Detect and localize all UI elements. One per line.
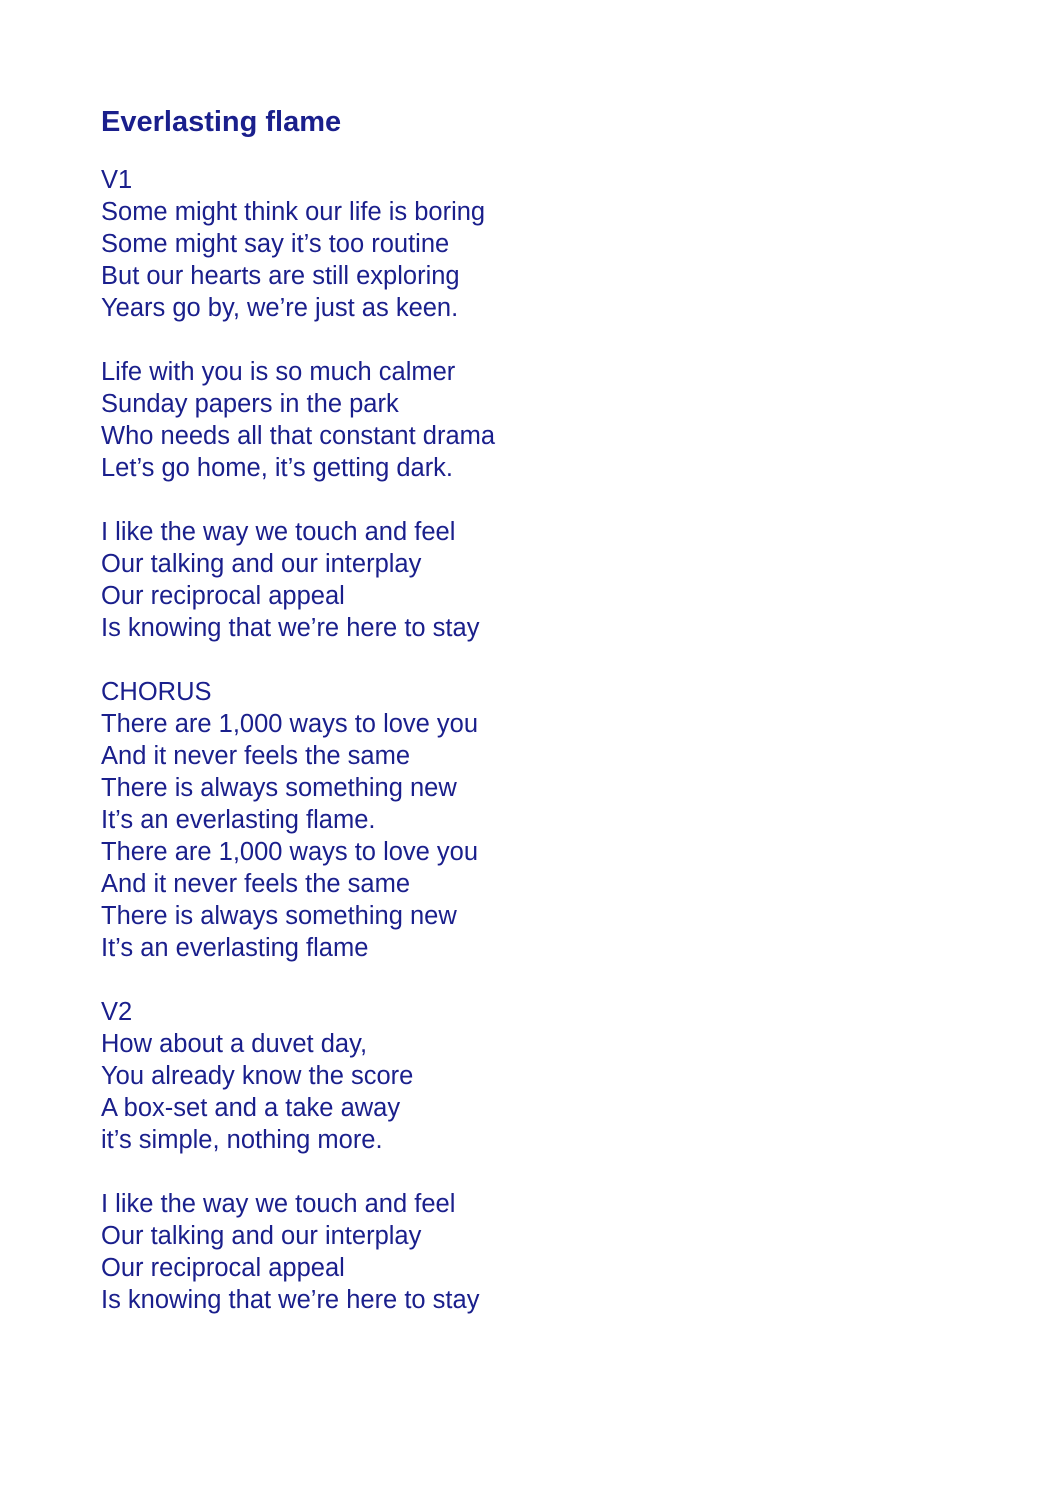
stanza-verse-1 bbox=[101, 164, 495, 324]
lyric-line: There is always something new bbox=[101, 902, 457, 930]
lyric-line: There is always something new bbox=[101, 774, 457, 802]
stanza-bridge-2 bbox=[101, 1188, 495, 1316]
lyric-line: Our reciprocal appeal bbox=[101, 582, 345, 610]
section-label: CHORUS bbox=[101, 678, 212, 706]
lyric-line: Sunday papers in the park bbox=[101, 390, 399, 418]
lyric-line: Is knowing that we’re here to stay bbox=[101, 1286, 480, 1314]
lyric-line: Our talking and our interplay bbox=[101, 550, 422, 578]
lyric-line: Some might think our life is boring bbox=[101, 198, 486, 226]
lyric-line: There are 1,000 ways to love you bbox=[101, 838, 479, 866]
stanza-bridge-1 bbox=[101, 516, 495, 644]
lyric-line: Some might say it’s too routine bbox=[101, 230, 450, 258]
lyric-line: Is knowing that we’re here to stay bbox=[101, 614, 480, 642]
lyric-line: Our talking and our interplay bbox=[101, 1222, 422, 1250]
lyric-line: You already know the score bbox=[101, 1062, 414, 1090]
stanza-verse-1b bbox=[101, 356, 495, 484]
lyric-line: Years go by, we’re just as keen. bbox=[101, 294, 459, 322]
lyric-line: And it never feels the same bbox=[101, 742, 411, 770]
lyric-line: Life with you is so much calmer bbox=[101, 358, 456, 386]
song-title: Everlasting flame bbox=[101, 106, 342, 138]
stanza-chorus bbox=[101, 676, 495, 964]
stanza-verse-2 bbox=[101, 996, 495, 1156]
lyric-line: There are 1,000 ways to love you bbox=[101, 710, 479, 738]
lyric-line: I like the way we touch and feel bbox=[101, 518, 456, 546]
lyric-line: A box-set and a take away bbox=[101, 1094, 401, 1122]
lyric-line: Who needs all that constant drama bbox=[101, 422, 496, 450]
lyrics-body bbox=[101, 164, 495, 1316]
lyric-line: It’s an everlasting flame bbox=[101, 934, 369, 962]
lyric-line: Let’s go home, it’s getting dark. bbox=[101, 454, 454, 482]
lyric-line: Our reciprocal appeal bbox=[101, 1254, 345, 1282]
lyric-line: it’s simple, nothing more. bbox=[101, 1126, 383, 1154]
lyric-line: How about a duvet day, bbox=[101, 1030, 368, 1058]
lyric-line: It’s an everlasting flame. bbox=[101, 806, 376, 834]
section-label: V1 bbox=[101, 166, 133, 194]
lyric-line: But our hearts are still exploring bbox=[101, 262, 460, 290]
section-label: V2 bbox=[101, 998, 133, 1026]
lyric-line: And it never feels the same bbox=[101, 870, 411, 898]
lyric-line: I like the way we touch and feel bbox=[101, 1190, 456, 1218]
